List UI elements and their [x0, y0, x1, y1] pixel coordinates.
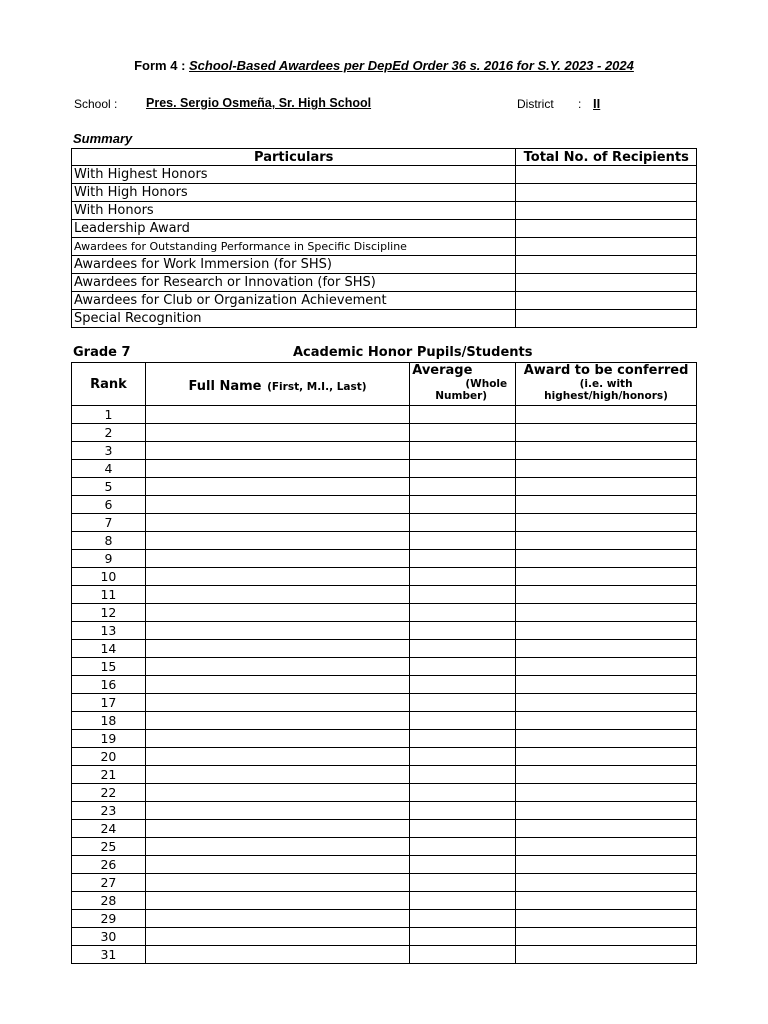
full-name-cell[interactable] [145, 712, 409, 730]
table-row [72, 874, 697, 892]
average-cell[interactable] [410, 442, 516, 460]
summary-row-count[interactable] [516, 274, 697, 292]
average-cell[interactable] [410, 568, 516, 586]
rank-cell: 27 [72, 874, 146, 892]
grade-label: Grade 7 [73, 345, 131, 360]
award-cell[interactable] [516, 694, 697, 712]
form-prefix: Form 4 : [134, 58, 190, 73]
award-cell[interactable] [516, 820, 697, 838]
honor-header-row [72, 363, 697, 406]
average-cell[interactable] [410, 514, 516, 532]
summary-header-row [72, 149, 697, 166]
award-cell[interactable] [516, 478, 697, 496]
table-row [72, 676, 697, 694]
summary-row-label: Leadership Award [72, 220, 516, 238]
average-header [410, 363, 516, 406]
award-header-sub1: (i.e. with [579, 378, 633, 390]
summary-row-count[interactable] [516, 292, 697, 310]
award-cell[interactable] [516, 406, 697, 424]
rank-cell: 29 [72, 910, 146, 928]
average-cell[interactable] [410, 622, 516, 640]
full-name-cell[interactable] [145, 514, 409, 532]
table-row [72, 766, 697, 784]
table-row [72, 478, 697, 496]
rank-cell: 17 [72, 694, 146, 712]
table-row [72, 820, 697, 838]
rank-header: Rank [72, 363, 146, 406]
full-name-cell[interactable] [145, 622, 409, 640]
table-row [72, 586, 697, 604]
summary-table [71, 148, 697, 328]
summary-row [72, 310, 697, 328]
table-row [72, 928, 697, 946]
rank-cell: 12 [72, 604, 146, 622]
summary-row-label: Special Recognition [72, 310, 516, 328]
full-name-cell[interactable] [145, 694, 409, 712]
table-row [72, 496, 697, 514]
award-cell[interactable] [516, 910, 697, 928]
average-cell[interactable] [410, 856, 516, 874]
rank-cell: 6 [72, 496, 146, 514]
table-row [72, 568, 697, 586]
award-cell[interactable] [516, 712, 697, 730]
summary-row [72, 166, 697, 184]
award-cell[interactable] [516, 658, 697, 676]
full-name-header [145, 363, 409, 406]
average-cell[interactable] [410, 946, 516, 964]
full-name-cell[interactable] [145, 460, 409, 478]
rank-cell: 20 [72, 748, 146, 766]
full-name-cell[interactable] [145, 532, 409, 550]
rank-cell: 8 [72, 532, 146, 550]
table-row [72, 622, 697, 640]
average-cell[interactable] [410, 424, 516, 442]
full-name-cell[interactable] [145, 604, 409, 622]
summary-row-count[interactable] [516, 184, 697, 202]
average-cell[interactable] [410, 910, 516, 928]
average-cell[interactable] [410, 820, 516, 838]
particulars-header: Particulars [72, 149, 516, 166]
summary-label: Summary [73, 131, 133, 146]
award-cell[interactable] [516, 424, 697, 442]
full-name-cell[interactable] [145, 442, 409, 460]
summary-row-label: Awardees for Outstanding Performance in Specific Discipline [72, 238, 516, 256]
rank-cell: 30 [72, 928, 146, 946]
full-name-cell[interactable] [145, 820, 409, 838]
summary-row-count[interactable] [516, 220, 697, 238]
average-cell[interactable] [410, 532, 516, 550]
average-cell[interactable] [410, 730, 516, 748]
full-name-cell[interactable] [145, 946, 409, 964]
award-cell[interactable] [516, 784, 697, 802]
full-name-cell[interactable] [145, 730, 409, 748]
average-cell[interactable] [410, 766, 516, 784]
rank-cell: 26 [72, 856, 146, 874]
award-cell[interactable] [516, 730, 697, 748]
average-cell[interactable] [410, 640, 516, 658]
form-title-text: School-Based Awardees per DepEd Order 36 s. 2016 for S.Y. 2023 - 2024 [189, 58, 634, 73]
rank-cell: 5 [72, 478, 146, 496]
table-row [72, 640, 697, 658]
table-row [72, 604, 697, 622]
full-name-cell[interactable] [145, 784, 409, 802]
summary-row-label: Awardees for Research or Innovation (for SHS) [72, 274, 516, 292]
rank-cell: 25 [72, 838, 146, 856]
table-row [72, 946, 697, 964]
full-name-cell[interactable] [145, 892, 409, 910]
summary-row-count[interactable] [516, 238, 697, 256]
average-cell[interactable] [410, 892, 516, 910]
average-cell[interactable] [410, 478, 516, 496]
award-cell[interactable] [516, 640, 697, 658]
full-name-header-sub: (First, M.I., Last) [267, 380, 367, 393]
full-name-cell[interactable] [145, 478, 409, 496]
rank-cell: 14 [72, 640, 146, 658]
award-cell[interactable] [516, 892, 697, 910]
rank-cell: 9 [72, 550, 146, 568]
table-row [72, 442, 697, 460]
award-cell[interactable] [516, 604, 697, 622]
average-cell[interactable] [410, 658, 516, 676]
full-name-header-label: Full Name [188, 378, 262, 394]
rank-cell: 4 [72, 460, 146, 478]
form-title [0, 58, 768, 73]
table-row [72, 694, 697, 712]
summary-row-label: Awardees for Work Immersion (for SHS) [72, 256, 516, 274]
table-row [72, 892, 697, 910]
full-name-cell[interactable] [145, 676, 409, 694]
rank-cell: 13 [72, 622, 146, 640]
award-cell[interactable] [516, 460, 697, 478]
summary-row-count[interactable] [516, 166, 697, 184]
full-name-cell[interactable] [145, 910, 409, 928]
total-recipients-header: Total No. of Recipients [516, 149, 697, 166]
average-cell[interactable] [410, 712, 516, 730]
average-header-sub1: (Whole [465, 378, 508, 390]
summary-row-label: Awardees for Club or Organization Achievement [72, 292, 516, 310]
honor-table-body [72, 406, 697, 964]
table-row [72, 406, 697, 424]
rank-cell: 7 [72, 514, 146, 532]
full-name-cell[interactable] [145, 838, 409, 856]
rank-cell: 1 [72, 406, 146, 424]
award-cell[interactable] [516, 532, 697, 550]
table-row [72, 802, 697, 820]
rank-cell: 22 [72, 784, 146, 802]
full-name-cell[interactable] [145, 406, 409, 424]
award-cell[interactable] [516, 928, 697, 946]
honor-table-title: Academic Honor Pupils/Students [293, 345, 533, 360]
table-row [72, 658, 697, 676]
summary-row [72, 202, 697, 220]
summary-row-label: With Honors [72, 202, 516, 220]
summary-row-label: With Highest Honors [72, 166, 516, 184]
average-cell[interactable] [410, 496, 516, 514]
average-cell[interactable] [410, 874, 516, 892]
table-row [72, 424, 697, 442]
table-row [72, 910, 697, 928]
award-cell[interactable] [516, 856, 697, 874]
rank-cell: 28 [72, 892, 146, 910]
table-row [72, 550, 697, 568]
full-name-cell[interactable] [145, 496, 409, 514]
full-name-cell[interactable] [145, 550, 409, 568]
full-name-cell[interactable] [145, 874, 409, 892]
district-value: II [593, 96, 601, 111]
rank-cell: 3 [72, 442, 146, 460]
full-name-cell[interactable] [145, 928, 409, 946]
full-name-cell[interactable] [145, 748, 409, 766]
rank-cell: 24 [72, 820, 146, 838]
table-row [72, 514, 697, 532]
summary-row [72, 238, 697, 256]
average-cell[interactable] [410, 748, 516, 766]
average-cell[interactable] [410, 550, 516, 568]
award-cell[interactable] [516, 568, 697, 586]
summary-row-label: With High Honors [72, 184, 516, 202]
rank-cell: 15 [72, 658, 146, 676]
award-cell[interactable] [516, 550, 697, 568]
rank-cell: 11 [72, 586, 146, 604]
table-row [72, 748, 697, 766]
full-name-cell[interactable] [145, 766, 409, 784]
full-name-cell[interactable] [145, 802, 409, 820]
rank-cell: 23 [72, 802, 146, 820]
award-cell[interactable] [516, 766, 697, 784]
average-cell[interactable] [410, 694, 516, 712]
award-header-sub2: highest/high/honors) [544, 390, 668, 402]
school-label: School : [74, 97, 118, 111]
summary-row-count[interactable] [516, 310, 697, 328]
award-cell[interactable] [516, 874, 697, 892]
award-cell[interactable] [516, 496, 697, 514]
award-cell[interactable] [516, 514, 697, 532]
full-name-cell[interactable] [145, 568, 409, 586]
average-header-label: Average [412, 363, 473, 378]
summary-row-count[interactable] [516, 202, 697, 220]
summary-row [72, 292, 697, 310]
rank-cell: 10 [72, 568, 146, 586]
table-row [72, 460, 697, 478]
average-cell[interactable] [410, 784, 516, 802]
average-cell[interactable] [410, 802, 516, 820]
award-cell[interactable] [516, 622, 697, 640]
table-row [72, 838, 697, 856]
full-name-cell[interactable] [145, 424, 409, 442]
average-cell[interactable] [410, 676, 516, 694]
award-cell[interactable] [516, 838, 697, 856]
table-row [72, 712, 697, 730]
full-name-cell[interactable] [145, 640, 409, 658]
rank-cell: 21 [72, 766, 146, 784]
summary-row [72, 184, 697, 202]
award-cell[interactable] [516, 676, 697, 694]
rank-cell: 18 [72, 712, 146, 730]
full-name-cell[interactable] [145, 856, 409, 874]
table-row [72, 784, 697, 802]
summary-row [72, 256, 697, 274]
average-cell[interactable] [410, 928, 516, 946]
award-cell[interactable] [516, 748, 697, 766]
school-name: Pres. Sergio Osmeña, Sr. High School [146, 96, 372, 110]
honor-table [71, 362, 697, 964]
district-colon: : [578, 97, 582, 111]
full-name-cell[interactable] [145, 586, 409, 604]
rank-cell: 16 [72, 676, 146, 694]
rank-cell: 31 [72, 946, 146, 964]
summary-row [72, 220, 697, 238]
award-cell[interactable] [516, 586, 697, 604]
average-cell[interactable] [410, 406, 516, 424]
full-name-cell[interactable] [145, 658, 409, 676]
average-cell[interactable] [410, 604, 516, 622]
award-cell[interactable] [516, 946, 697, 964]
table-row [72, 532, 697, 550]
rank-cell: 19 [72, 730, 146, 748]
award-header-label: Award to be conferred [523, 363, 689, 378]
award-header [516, 363, 697, 406]
rank-cell: 2 [72, 424, 146, 442]
average-cell[interactable] [410, 586, 516, 604]
award-cell[interactable] [516, 442, 697, 460]
summary-row [72, 274, 697, 292]
table-row [72, 730, 697, 748]
award-cell[interactable] [516, 802, 697, 820]
average-cell[interactable] [410, 838, 516, 856]
average-cell[interactable] [410, 460, 516, 478]
table-row [72, 856, 697, 874]
summary-row-count[interactable] [516, 256, 697, 274]
district-label: District [517, 97, 554, 111]
average-header-sub2: Number) [435, 390, 488, 402]
